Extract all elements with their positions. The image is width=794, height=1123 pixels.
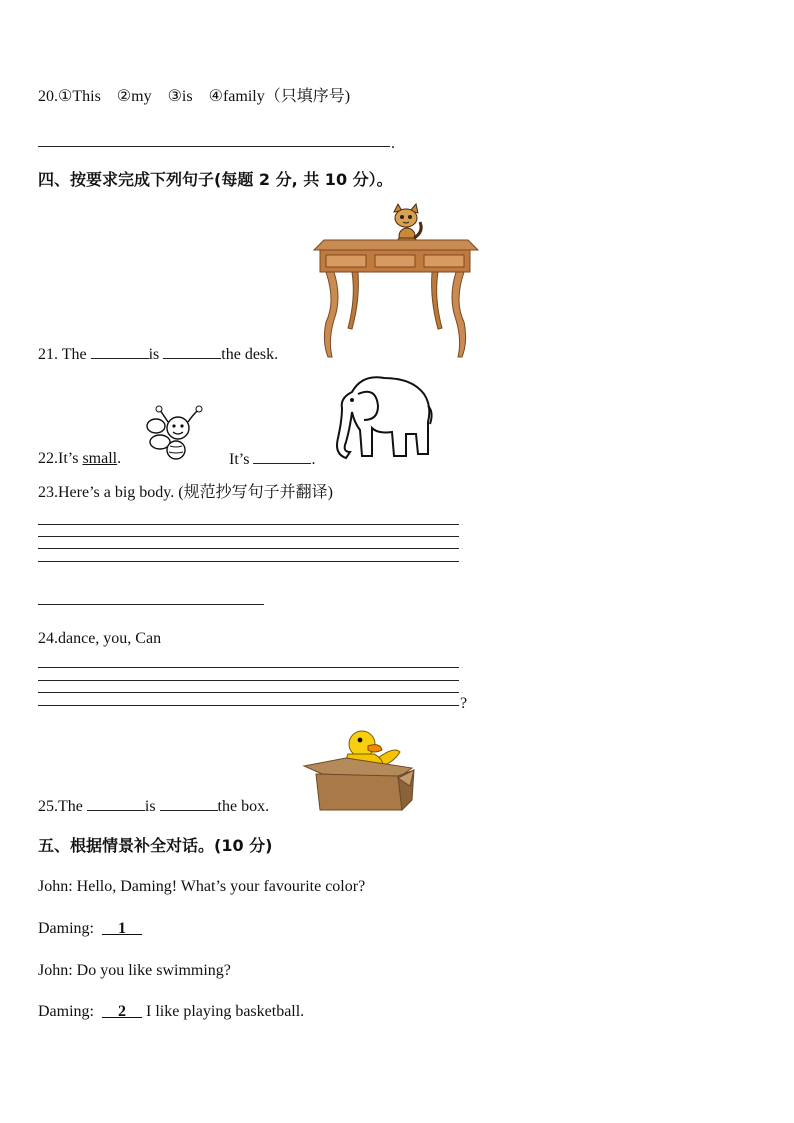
cat-icon	[394, 204, 421, 244]
question-20: 20.①This ②my ③is ④family（只填序号)	[38, 88, 351, 105]
bee-icon	[146, 404, 204, 462]
answer-blank-25a[interactable]	[87, 796, 145, 811]
question-22-answer: It’s .	[229, 451, 316, 468]
question-24: 24.dance, you, Can	[38, 630, 162, 647]
writing-line-24-2	[38, 680, 459, 681]
elephant-icon	[332, 372, 434, 464]
section-4-title: 四、按要求完成下列句子(每题 2 分, 共 10 分）。	[38, 170, 393, 189]
answer-blank-25b[interactable]	[160, 796, 218, 811]
dialog-line-1: John: Hello, Daming! What’s your favourite color?	[38, 878, 366, 895]
answer-line-20	[38, 146, 390, 147]
answer-blank-22[interactable]	[253, 449, 311, 464]
question-23: 23.Here’s a big body. (规范抄写句子并翻译)	[38, 484, 333, 501]
question-24-mark: ?	[460, 695, 468, 712]
writing-line-23-1	[38, 524, 459, 525]
question-25: 25.The is the box.	[38, 798, 270, 815]
dialog-line-4: Daming: 2 I like playing basketball.	[38, 1003, 305, 1020]
dialog-blank-2[interactable]: 2	[118, 1003, 126, 1020]
cat-on-desk-illustration	[312, 202, 478, 360]
writing-line-23-2	[38, 536, 459, 537]
translation-line-23	[38, 604, 264, 605]
writing-line-24-4	[38, 705, 459, 706]
dialog-line-2: Daming: 1	[38, 919, 142, 939]
writing-line-24-1	[38, 667, 459, 668]
dialog-blank-1[interactable]: 1	[118, 920, 126, 937]
dialog-line-3: John: Do you like swimming?	[38, 962, 231, 979]
writing-line-24-3	[38, 692, 459, 693]
writing-line-23-4	[38, 561, 459, 562]
answer-line-20-period: .	[391, 135, 395, 152]
word-small: small	[82, 450, 118, 467]
answer-blank-21a[interactable]	[91, 344, 149, 359]
question-22: 22.It’s small.	[38, 450, 122, 467]
duck-in-box-illustration	[302, 728, 416, 812]
section-5-title: 五、根据情景补全对话。(10 分)	[38, 836, 273, 855]
writing-line-23-3	[38, 548, 459, 549]
question-21: 21. The is the desk.	[38, 346, 279, 363]
answer-blank-21b[interactable]	[163, 344, 221, 359]
